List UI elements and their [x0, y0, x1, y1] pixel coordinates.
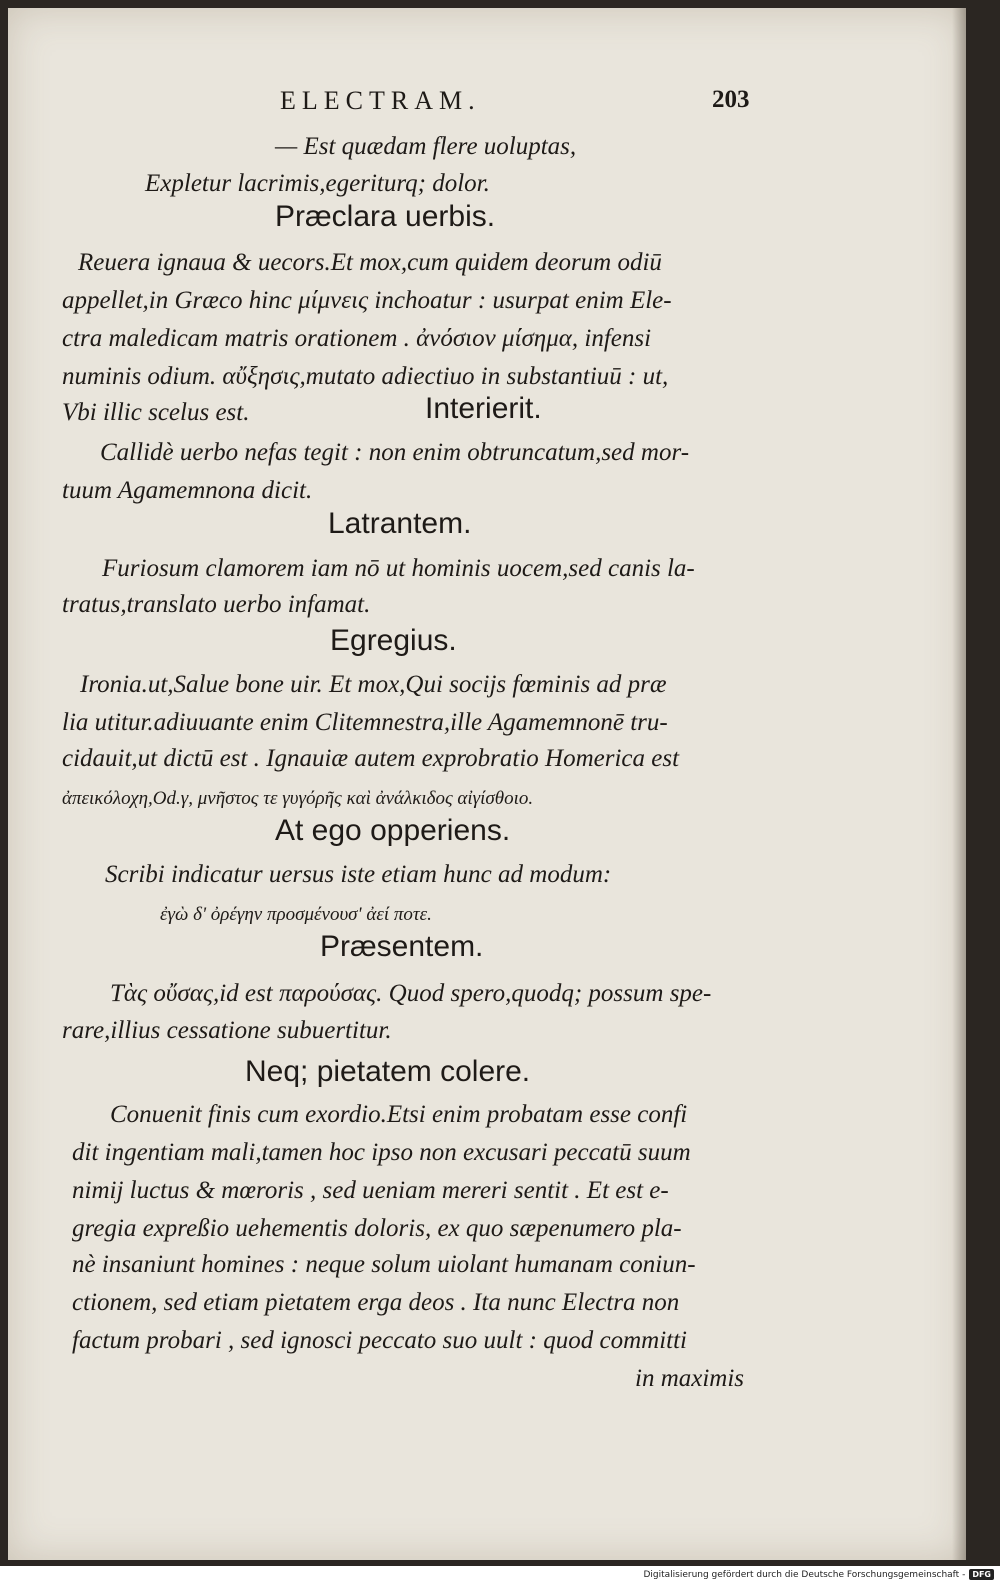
text-line: lia utitur.adiuuante enim Clitemnestra,ille Agamemnonē tru-: [62, 709, 668, 736]
lemma-heading: Præsentem.: [320, 930, 484, 963]
text-line: numinis odium. αὔξησις,mutato adiectiuo in substantiuū : ut,: [62, 363, 669, 390]
text-line: ctra maledicam matris orationem . ἀνόσιον μίσημα, infensi: [62, 325, 652, 352]
text-line: Callidè uerbo nefas tegit : non enim obtruncatum,sed mor-: [100, 439, 690, 466]
text-line: Scribi indicatur uersus iste etiam hunc ad modum:: [105, 861, 612, 888]
text-line: Ironia.ut,Salue bone uir. Et mox,Qui socijs fœminis ad præ: [80, 671, 667, 698]
page-edge-shadow: [952, 8, 966, 1560]
lemma-heading: Interierit.: [425, 392, 542, 425]
text-line: dit ingentiam mali,tamen hoc ipso non excusari peccatū suum: [72, 1139, 691, 1166]
lemma-heading: Neq; pietatem colere.: [245, 1055, 531, 1088]
text-line: tuum Agamemnona dicit.: [62, 477, 313, 504]
text-line: Reuera ignaua & uecors.Et mox,cum quidem deorum odiū: [78, 249, 662, 276]
lemma-heading: Præclara uerbis.: [275, 200, 496, 233]
lemma-heading: Latrantem.: [328, 507, 472, 540]
text-line: Τὰς οὔσας,id est παρούσας. Quod spero,quodq; possum spe-: [110, 980, 712, 1007]
page-number: 203: [712, 86, 750, 113]
text-line: rare,illius cessatione subuertitur.: [62, 1017, 392, 1044]
greek-line: ἐγὼ δ' ὀρέγην προσμένουσ' ἀεί ποτε.: [160, 904, 432, 925]
text-line: nimij luctus & mœroris , sed ueniam mereri sentit . Et est e-: [72, 1177, 669, 1204]
text-line: Conuenit finis cum exordio.Etsi enim probatam esse confi: [110, 1101, 688, 1128]
running-head: ELECTRAM.: [280, 86, 481, 115]
credit-text: Digitalisierung gefördert durch die Deutsche Forschungsgemeinschaft -: [643, 1569, 966, 1580]
verse-line: Expletur lacrimis,egeriturq; dolor.: [145, 170, 490, 197]
text-line: gregia expreßio uehementis doloris, ex quo sæpenumero pla-: [72, 1215, 682, 1242]
dfg-logo-icon: DFG: [969, 1569, 994, 1580]
verse-line: — Est quædam flere uoluptas,: [275, 133, 577, 160]
text-line: Vbi illic scelus est.: [62, 399, 250, 426]
catchword: in maximis: [635, 1365, 745, 1392]
digitization-credit: [643, 1569, 994, 1580]
text-line: ctionem, sed etiam pietatem erga deos . Ita nunc Electra non: [72, 1289, 680, 1316]
greek-line: ἀπεικόλοχη,Od.γ, μνῆστος τε γυγόρῆς καὶ ἀνάλκιδος αἰγίσθοιο.: [62, 788, 534, 809]
text-line: Furiosum clamorem iam nō ut hominis uocem,sed canis la-: [102, 555, 695, 582]
lemma-heading: At ego opperiens.: [275, 814, 511, 847]
text-line: appellet,in Græco hinc μίμνεις inchoatur : usurpat enim Ele-: [62, 287, 672, 314]
text-line: nè insaniunt homines : neque solum uiolant humanam coniun-: [72, 1251, 696, 1278]
lemma-heading: Egregius.: [330, 624, 457, 657]
text-line: cidauit,ut dictū est . Ignauiæ autem exprobratio Homerica est: [62, 745, 680, 772]
text-line: tratus,translato uerbo infamat.: [62, 591, 371, 618]
text-line: factum probari , sed ignosci peccato suo uult : quod committi: [72, 1327, 687, 1354]
